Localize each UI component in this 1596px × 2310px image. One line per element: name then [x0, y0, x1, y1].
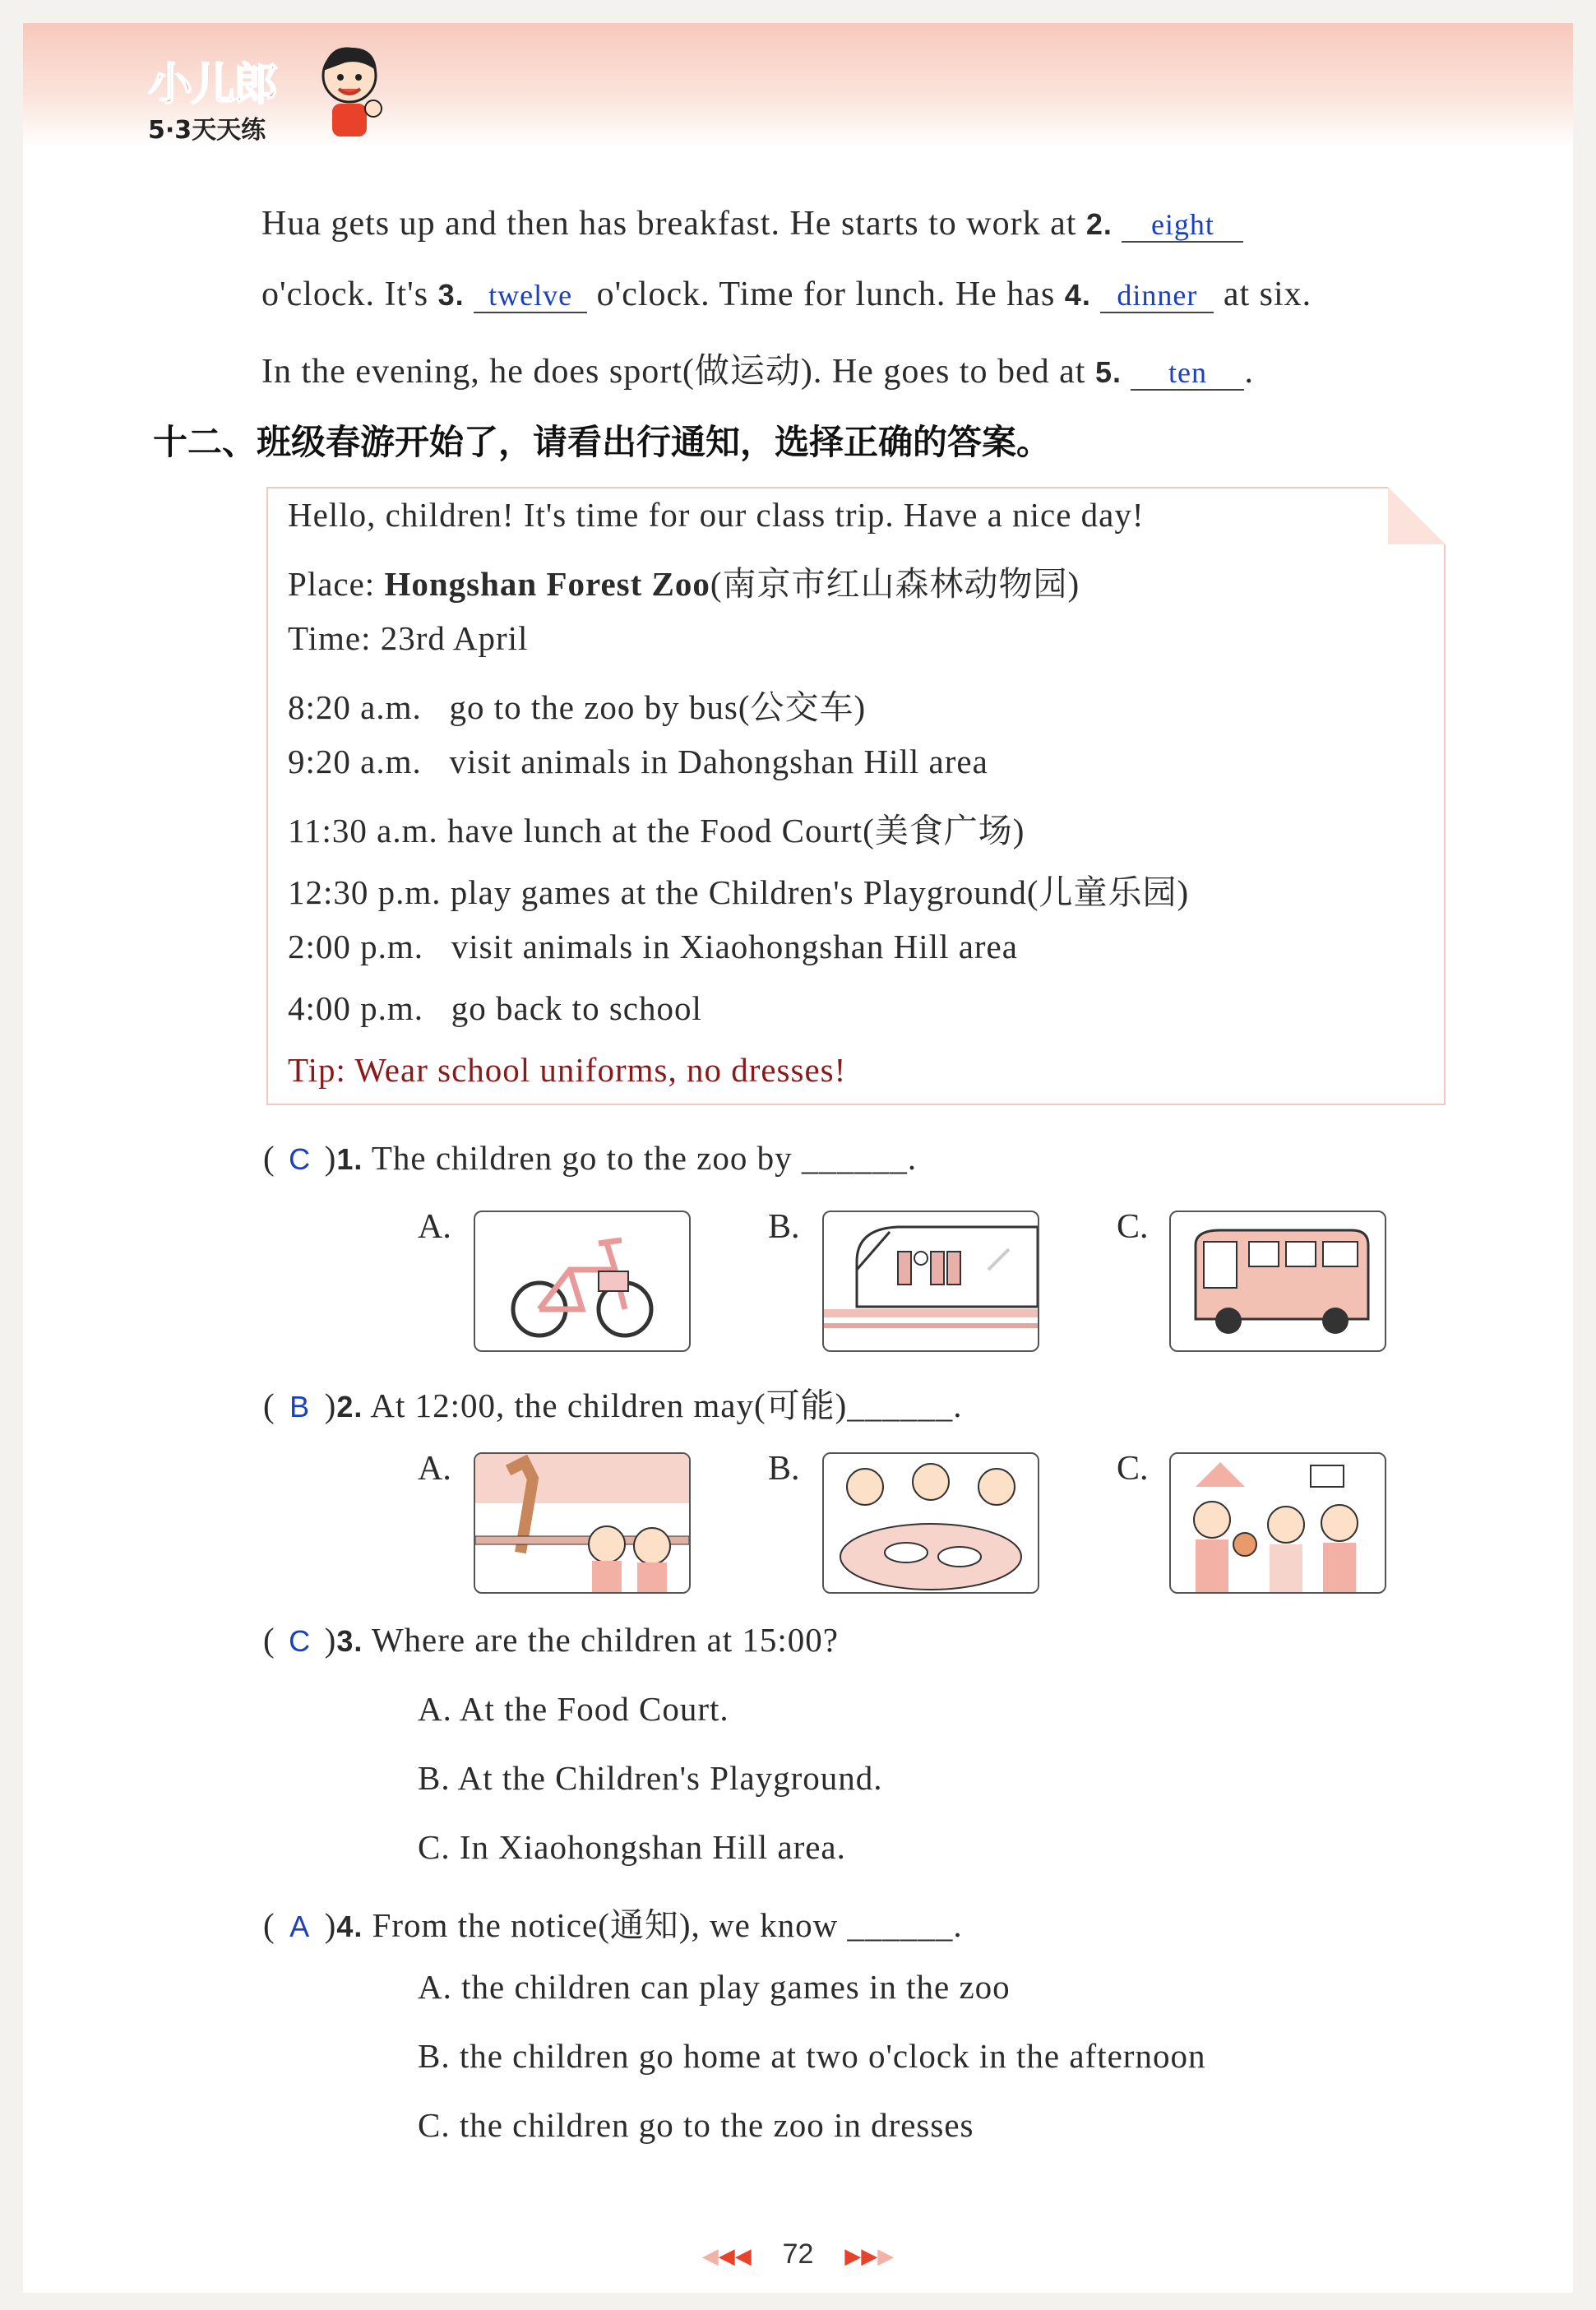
- blank-number: 3.: [437, 278, 465, 312]
- bicycle-drawing: [475, 1212, 689, 1350]
- notice-place: [288, 557, 1080, 605]
- zoo-drawing: [475, 1454, 689, 1592]
- option-label: A.: [418, 1450, 451, 1488]
- bus-drawing: [1171, 1212, 1385, 1350]
- question-2: ( B )2. At 12:00, the children may(可能)______.: [263, 1386, 963, 1424]
- schedule-item: 11:30 a.m. have lunch at the Food Court(美食广场): [288, 812, 1025, 849]
- answer-blank-4[interactable]: dinner: [1100, 279, 1214, 313]
- passage-text: .: [1244, 353, 1254, 391]
- answer-blank-2[interactable]: eight: [1122, 208, 1243, 243]
- place-cn: (南京市红山森林动物园): [710, 565, 1080, 603]
- lunch-drawing: [824, 1454, 1038, 1592]
- passage-line-1: [261, 204, 1243, 243]
- schedule-item: 8:20 a.m. go to the zoo by bus(公交车): [288, 688, 867, 726]
- question-number: 4.: [336, 1910, 363, 1943]
- playing-ball-picture[interactable]: [1169, 1452, 1386, 1594]
- question-3: ( C )3. Where are the children at 15:00?: [263, 1621, 840, 1659]
- train-icon[interactable]: [822, 1211, 1039, 1352]
- prev-arrow-icon: ◀: [701, 2243, 719, 2268]
- notice-time: Time: 23rd April: [288, 619, 529, 657]
- zoo-giraffe-picture[interactable]: [474, 1452, 691, 1594]
- option-label: B.: [768, 1208, 800, 1246]
- section-title: 十二、班级春游开始了，请看出行通知，选择正确的答案。: [153, 422, 1052, 462]
- option-label: C.: [1117, 1208, 1149, 1246]
- question-1: ( C )1. The children go to the zoo by ______.: [263, 1139, 918, 1177]
- place-label: Place:: [288, 565, 385, 603]
- question-text: At 12:00, the children may(可能)______.: [370, 1386, 963, 1424]
- schedule-item: 4:00 p.m. go back to school: [288, 989, 702, 1027]
- eating-lunch-picture[interactable]: [822, 1452, 1039, 1594]
- answer-choice[interactable]: C: [289, 1624, 312, 1658]
- option-b[interactable]: B. At the Children's Playground.: [418, 1759, 883, 1797]
- answer-choice[interactable]: A: [289, 1910, 311, 1943]
- passage-line-2: [261, 275, 1311, 314]
- answer-choice[interactable]: B: [289, 1390, 311, 1423]
- ball-game-drawing: [1171, 1454, 1385, 1592]
- question-text: Where are the children at 15:00?: [371, 1621, 840, 1659]
- option-label: A.: [418, 1208, 451, 1246]
- blank-number: 2.: [1085, 207, 1113, 241]
- next-arrow-icon: ▶▶: [844, 2243, 878, 2268]
- option-label: C.: [1117, 1450, 1149, 1488]
- passage-text: In the evening, he does sport(做运动). He goes to bed at: [261, 353, 1095, 391]
- answer-choice[interactable]: C: [289, 1142, 312, 1176]
- answer-blank-3[interactable]: twelve: [474, 279, 587, 313]
- passage-text: o'clock. It's: [261, 275, 438, 313]
- option-label: B.: [768, 1450, 800, 1488]
- mascot-icon: [312, 41, 386, 140]
- answer-blank-5[interactable]: ten: [1131, 356, 1244, 391]
- schedule-item: 2:00 p.m. visit animals in Xiaohongshan Hill area: [288, 928, 1018, 965]
- blank-number: 4.: [1064, 278, 1091, 312]
- option-a[interactable]: A. At the Food Court.: [418, 1690, 729, 1728]
- passage-text: o'clock. Time for lunch. He has: [587, 275, 1065, 313]
- passage-text: Hua gets up and then has breakfast. He starts to work at: [261, 205, 1086, 243]
- option-c[interactable]: C. the children go to the zoo in dresses: [418, 2106, 974, 2144]
- passage-text: at six.: [1214, 275, 1312, 313]
- schedule-item: 12:30 p.m. play games at the Children's Playground(儿童乐园): [288, 873, 1190, 911]
- option-c[interactable]: C. In Xiaohongshan Hill area.: [418, 1828, 846, 1866]
- question-text: From the notice(通知), we know ______.: [372, 1906, 963, 1944]
- page-fold-decoration: [1388, 487, 1446, 544]
- notice-greeting: Hello, children! It's time for our class trip. Have a nice day!: [288, 496, 1145, 534]
- schedule-item: 9:20 a.m. visit animals in Dahongshan Hill area: [288, 743, 988, 780]
- question-text: The children go to the zoo by ______.: [371, 1139, 918, 1177]
- page-number: 72: [782, 2238, 814, 2270]
- trip-notice: [266, 487, 1446, 1105]
- logo-series: 5·3天天练: [148, 116, 266, 145]
- notice-tip: Tip: Wear school uniforms, no dresses!: [288, 1051, 847, 1089]
- question-number: 1.: [336, 1142, 363, 1176]
- bicycle-icon[interactable]: [474, 1211, 691, 1352]
- logo-brand: 小儿郎: [148, 58, 276, 110]
- place-name: Hongshan Forest Zoo: [384, 565, 710, 603]
- passage-line-3: [261, 344, 1254, 393]
- train-drawing: [824, 1212, 1038, 1350]
- page-footer: [0, 2238, 1596, 2271]
- prev-arrow-icon: ◀◀: [718, 2243, 752, 2268]
- question-number: 2.: [336, 1390, 363, 1423]
- question-4: ( A )4. From the notice(通知), we know ______.: [263, 1906, 963, 1944]
- option-a[interactable]: A. the children can play games in the zoo: [418, 1968, 1011, 2006]
- bus-icon[interactable]: [1169, 1211, 1386, 1352]
- next-arrow-icon: ▶: [877, 2243, 895, 2268]
- question-number: 3.: [336, 1624, 363, 1658]
- blank-number: 5.: [1094, 355, 1122, 389]
- logo: [148, 49, 276, 146]
- option-b[interactable]: B. the children go home at two o'clock in the afternoon: [418, 2037, 1206, 2075]
